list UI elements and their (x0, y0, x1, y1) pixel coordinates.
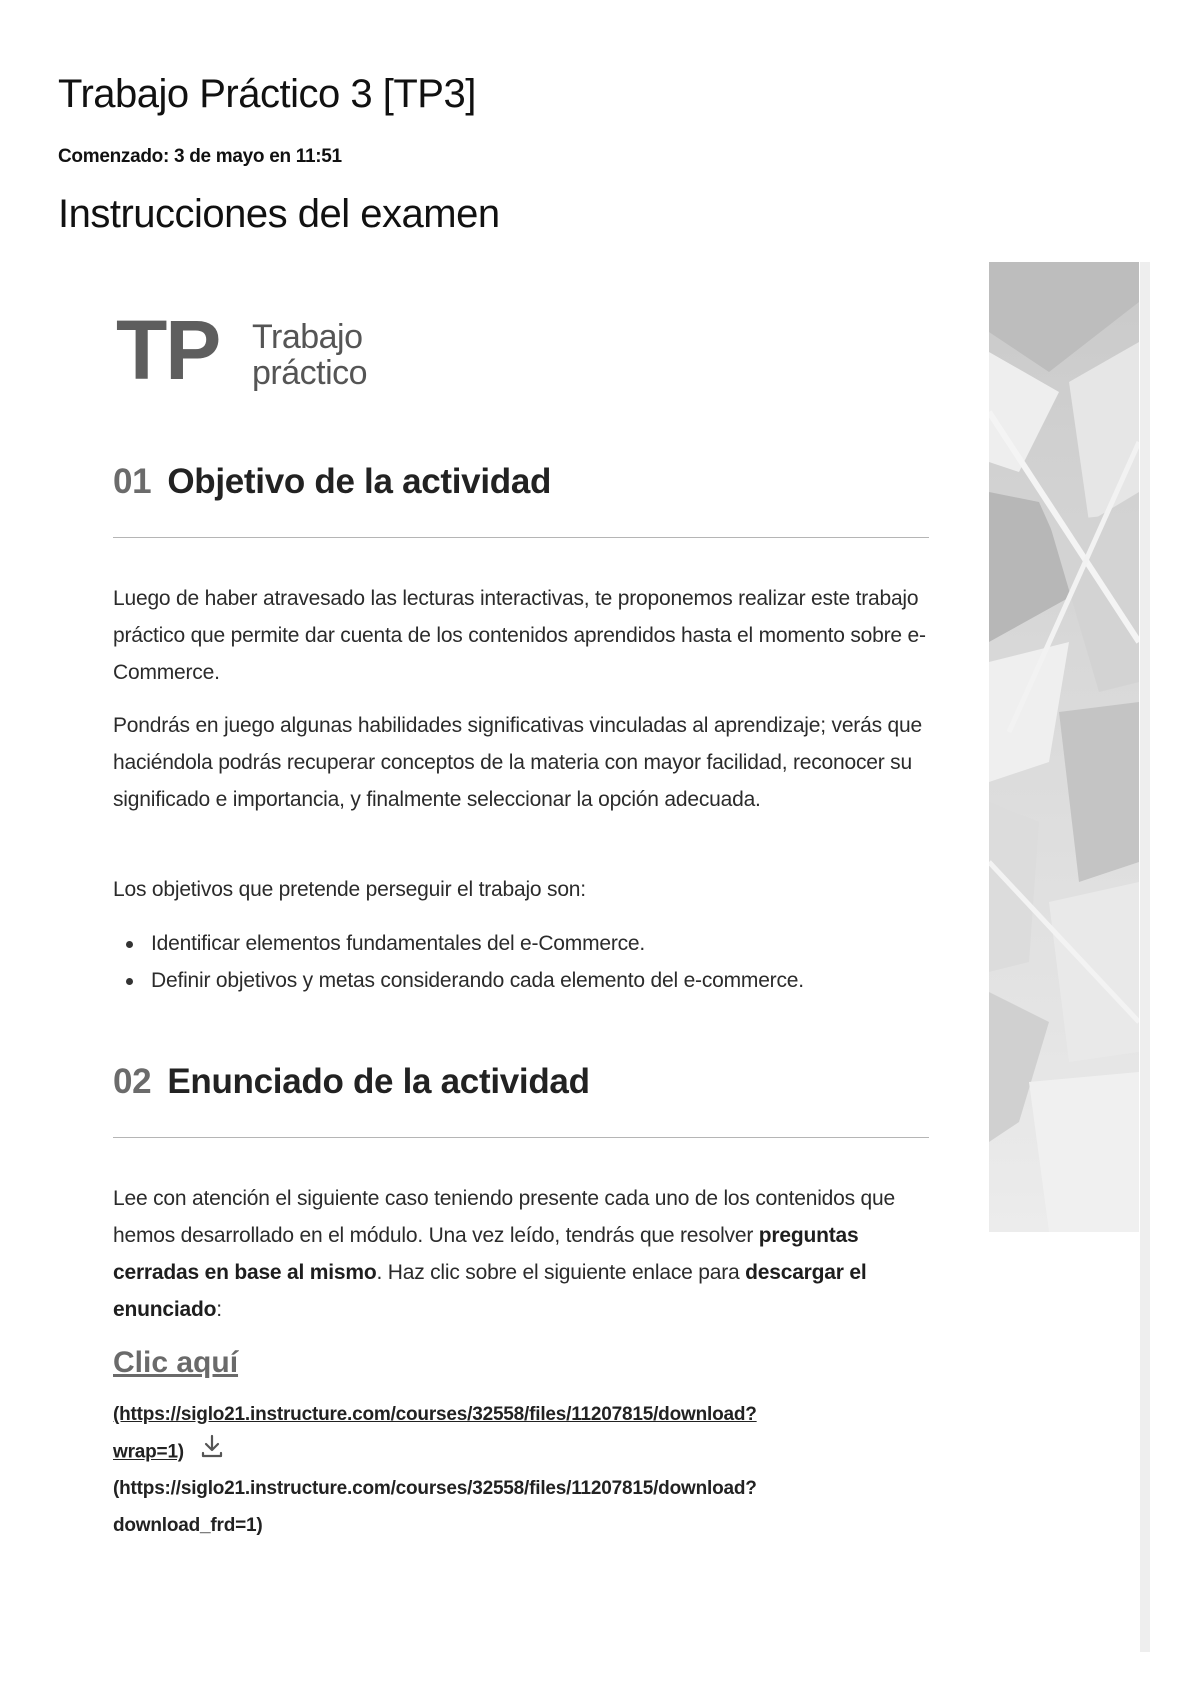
section-heading-objetivo (113, 462, 551, 502)
decorative-banner-image (989, 262, 1139, 1232)
enunciado-text-1: Lee con atención el siguiente caso teniendo presente cada uno de los contenidos que hemos desarrollado en el módulo. Una vez leído, tendrás que resolver (113, 1187, 895, 1247)
started-label: Comenzado: (58, 146, 170, 167)
scrollbar-track[interactable] (1140, 262, 1150, 1652)
download-link-wrap (113, 1396, 913, 1472)
enunciado-text-2: . Haz clic sobre el siguiente enlace para (376, 1261, 746, 1284)
started-value: 3 de mayo en 11:51 (174, 146, 342, 167)
section-divider (113, 537, 929, 538)
download-icon[interactable] (199, 1433, 225, 1472)
objetivos-list (113, 925, 804, 999)
enunciado-bold-1: preguntas cerradas en base al mismo (113, 1224, 859, 1284)
enunciado-text-3: : (216, 1298, 222, 1321)
objetivo-paragraph-2: Pondrás en juego algunas habilidades significativas vinculadas al aprendizaje; verás que haciéndola podrás recuperar conceptos de la materia con mayor facilidad, reconocer su significado e importancia, y finalmente seleccionar la opción adecuada. (113, 714, 922, 811)
logo-word-1: Trabajo (252, 318, 363, 356)
section-title: Objetivo de la actividad (167, 462, 552, 501)
section-title: Enunciado de la actividad (167, 1062, 590, 1101)
enunciado-bold-2: descargar el enunciado (113, 1261, 867, 1321)
section-number: 01 (113, 462, 152, 501)
started-info (58, 146, 342, 168)
wrap-url-line-1[interactable]: (https://siglo21.instructure.com/courses/32558/files/11207815/download? (113, 1404, 757, 1425)
list-item: Identificar elementos fundamentales del e-Commerce. (113, 925, 804, 962)
download-link-direct (113, 1470, 913, 1544)
clic-aqui-link[interactable]: Clic aquí (113, 1346, 239, 1379)
list-item: Definir objetivos y metas considerando cada elemento del e-commerce. (113, 962, 804, 999)
section-divider (113, 1137, 929, 1138)
direct-url-line-1[interactable]: (https://siglo21.instructure.com/courses/32558/files/11207815/download? (113, 1478, 757, 1499)
trabajo-practico-logo (116, 303, 386, 397)
section-heading-enunciado (113, 1062, 590, 1102)
section-number: 02 (113, 1062, 152, 1101)
instructions-title: Instrucciones del examen (58, 192, 500, 236)
enunciado-paragraph (113, 1180, 943, 1328)
logo-letters: TP (116, 303, 220, 397)
objetivo-paragraph-3: Los objetivos que pretende perseguir el trabajo son: (113, 878, 586, 901)
logo-word-2: práctico (252, 354, 368, 392)
direct-url-line-2[interactable]: download_frd=1) (113, 1515, 263, 1536)
page-title: Trabajo Práctico 3 [TP3] (58, 72, 476, 116)
wrap-url-line-2[interactable]: wrap=1) (113, 1441, 184, 1463)
objetivo-paragraph-1: Luego de haber atravesado las lecturas interactivas, te proponemos realizar este trabajo práctico que permite dar cuenta de los contenidos aprendidos hasta el momento sobre e-Commerce. (113, 587, 926, 684)
